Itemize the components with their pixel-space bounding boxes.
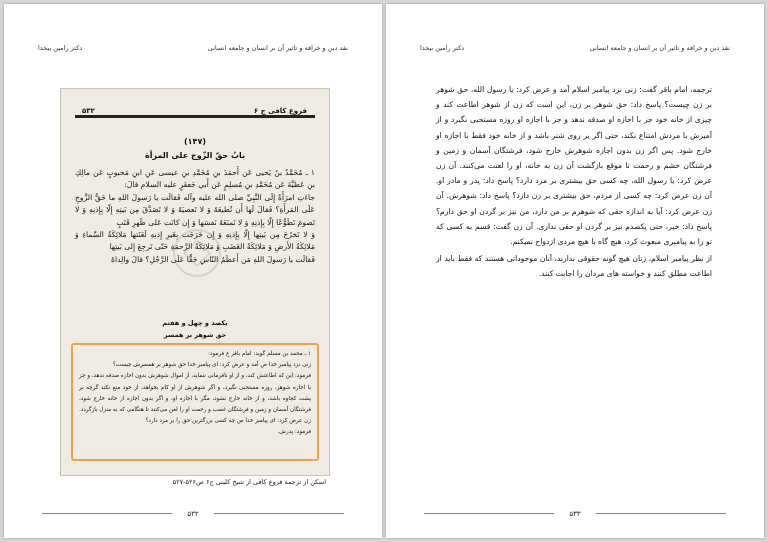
scan-page-number: ۵۳۲ [79,107,98,115]
translation-line: فرمود: این که اطاعتش کند، و از او نافرمانی ننماید، از اموال شوهرش بدون اجازه صدقه ندهد، و جز با اجازه شوهر، روزه مستحبی نگیرد، و اگر شوهرش از او کام بخواهد، از خود منع نکند گرچه بر پشت کجاوه باشد، و از خانه خارج نشود، مگر با اجازه او، و اگر بدون اجازه از خانه خارج شود، فرشتگان آسمان و زمین و فرشتگان غضب و رحمت او را لعن می‌کنند تا هنگامی که به منزل بازگردد. [79,373,311,414]
library-seal-watermark [173,229,221,277]
highlighted-translation-box [71,343,319,461]
arabic-paragraph: ۱ ـ مُحَمَّدُ بنُ يَحيى عَن أَحمَدَ بنِ مُحَمَّدِ بنِ عيسى عَنِ ابنِ مَحبوبٍ عَن مالِكِ بنِ عَطيَّةَ عَن مُحَمَّدِ بنِ مُسلِمٍ عَن أَبي جَعفَرٍ عليه السلام قالَ: [75,168,315,190]
scan-chapter-name: بابُ حقّ الزّوج علی المرأة [145,151,245,160]
translation-line: ۱ ـ محمد بن مسلم گوید: امام باقر ع فرمود: [208,351,311,357]
translation-line: زن عرض کرد: ای پیامبر خدا ص چه کسی بزرگترین حق را بر مرد دارد؟ [145,418,311,425]
translation-line: فرمود: پدرش. [277,429,311,436]
running-header-title: نقد دین و خرافه و تاثیر آن بر انسان و جامعه انسانی [207,44,348,52]
source-caption: اسکن از ترجمه فروع کافی از شیخ کلینی ج۶ ص۵۲۶-۵۲۷ [172,478,326,486]
scan-section-heading: یکصد و چهل و هفتم [162,319,228,327]
running-header-author: دکتر رامین بیخدا [38,44,83,52]
scan-section-subheading: حق شوهر بر همسر [163,331,227,339]
body-text [436,82,712,282]
left-page [4,4,382,538]
running-header-author: دکتر رامین بیخدا [420,44,465,52]
scanned-book-page [60,88,330,476]
body-paragraph: از نظر پیامبر اسلام، زنان هیچ گونه حقوقی ندارند، آنان موجوداتی هستند که فقط باید از اطاعت مطلق کنند و خواسته های مردان را اجابت کنند. [436,254,712,279]
page-number: ۵۳۳ [569,510,581,518]
arabic-paragraph: فَقالَت يا رَسولَ اللهِ مَن أَعظَمُ النّاسِ حَقًّا عَلَى الرَّجُلِ؟ قالَ والِداهُ [110,254,315,264]
page-number: ۵۳۲ [187,510,199,518]
arabic-paragraph: وَ لا تَخرُجَ مِن بَيتِها إِلّا بِإِذنِهِ وَ إِن خَرَجَت بِغَيرِ إِذنِهِ لَعَنَتها مَلائِكَةُ السَّماءِ وَ مَلائِكَةُ الأَرضِ وَ مَلائِكَةُ الغَضَبِ وَ مَلائِكَةُ الرَّحمَةِ حَتّى تَرجِعَ إِلى بَيتِها [75,230,315,252]
translation-line: زنی نزد پیامبر خدا ص آمد و عرض کرد: ای پیامبر خدا حق شوهر بر همسرش چیست؟ [112,362,311,369]
scan-header-rule [75,115,315,118]
arabic-paragraph: جاءَتِ امرَأَةٌ إِلَى النَّبِيِّ صلى الله عليه وآله فَقالَت يا رَسولَ اللهِ ما حَقُّ الزَّوجِ عَلَى المَرأَةِ؟ فَقالَ لَها أَن تُطيعَهُ وَ لا تَعصيَهُ وَ لا تَصَدَّقَ مِن بَيتِهِ إِلّا بِإِذنِهِ وَ لا تَصومَ تَطَوُّعًا إِلّا بِإِذنِهِ وَ لا تَمنَعَهُ نَفسَها وَ إِن كانَت عَلى ظَهرِ قَتَبٍ [75,192,315,227]
scan-book-title: فروع کافی ج ۶ [250,107,311,115]
body-paragraph: ترجمه، امام باقر گفت: زنی نزد پیامبر اسلام آمد و عرض کرد: یا رسول الله، حق شوهر بر زن چیست؟ پاسخ داد: حق شوهر بر زن، این است که زن از شوهر اطاعت کند و چیزی از خانه خود جز با اجازه او صدقه ندهد و جز با اجازه او روزه مستحبی نگیرد و از آمیزش با مردش امتناع نکند، حتی اگر بر روی شتر باشد و از خانه خود فقط با اجازه او خارج شود. پس اگر زن بدون اجازه شوهرش خارج شود، فرشتگان آسمان و زمین و فرشتگان خشم و رحمت تا موقع بازگشت آن زن به خانه، او را لعنت می‌کنند. آن زن عرض کرد: یا رسول الله، چه کسی حق بیشتری بر مرد دارد؟ پاسخ داد: پدر و مادر او. آن زن عرض کرد: چه کسی از مردم، حق بیشتری بر زن دارد؟ پاسخ داد: شوهرش. آن زن عرض کرد: آیا به اندازه حقی که شوهرم بر من دارد، من نیز بر گردن او حق دارم؟ پاسخ داد: خیر، حتی یکصدم نیز بر گردن او حقی نداری. آن زن گفت: قسم به کسی که تو را به پیامبری مبعوث کرد، هیچ گاه با هیچ مردی ازدواج نمیکنم. [436,85,712,247]
right-page [386,4,764,538]
scan-chapter-number: (۱۴۷) [184,137,206,146]
running-header-title: نقد دین و خرافه و تاثیر آن بر انسان و جامعه انسانی [589,44,730,52]
